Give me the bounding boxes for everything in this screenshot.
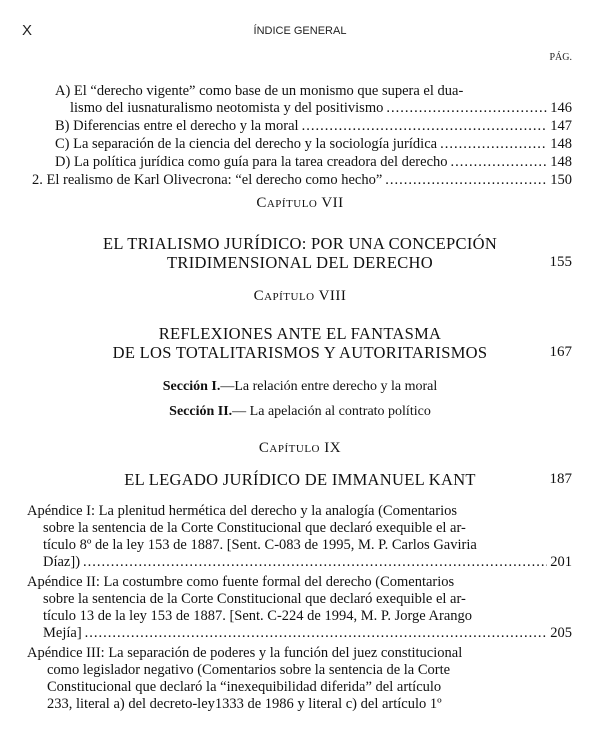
entry-text: 2. El realismo de Karl Olivecrona: “el derecho como hecho”	[32, 172, 383, 188]
appendix-text: Apéndice I: La plenitud hermética del derecho y la analogía (Comentarios	[27, 503, 457, 519]
appendix-text: sobre la sentencia de la Corte Constitucional que declaró exequible el ar-	[43, 520, 466, 536]
appendix-text: 233, literal a) del decreto-ley1333 de 1986 y literal c) del artículo 1º	[47, 696, 442, 712]
chapter-page: 187	[549, 471, 572, 487]
section-entry	[0, 379, 600, 395]
chapter-title: TRIDIMENSIONAL DEL DERECHO	[167, 253, 433, 272]
leader-dots	[385, 172, 547, 189]
chapter-label: Capítulo VIII	[253, 288, 347, 304]
chapter-title: REFLEXIONES ANTE EL FANTASMA	[158, 324, 442, 343]
entry-page: 146	[550, 100, 572, 116]
leader-dots	[83, 554, 547, 571]
leader-dots	[85, 625, 548, 642]
appendix-text: Díaz])	[43, 554, 81, 570]
section-entry	[0, 404, 600, 420]
entry-text: lismo del iusnaturalismo neotomista y del positivismo	[70, 100, 384, 116]
entry-text: B) Diferencias entre el derecho y la moral	[55, 118, 299, 134]
toc-entry	[0, 118, 572, 135]
leader-dots	[386, 100, 547, 117]
chapter-label: Capítulo VII	[256, 195, 344, 211]
entry-text: D) La política jurídica como guía para la tarea creadora del derecho	[55, 154, 448, 170]
chapter-title: EL TRIALISMO JURÍDICO: POR UNA CONCEPCIÓN	[102, 234, 498, 253]
appendix-text: sobre la sentencia de la Corte Constitucional que declaró exequible el ar-	[43, 591, 466, 607]
section-label: Sección II.	[169, 404, 233, 419]
section-text: — La apelación al contrato político	[232, 404, 431, 419]
running-header: ÍNDICE GENERAL	[253, 25, 347, 37]
chapter-title: DE LOS TOTALITARISMOS Y AUTORITARISMOS	[112, 343, 488, 362]
chapter-label: Capítulo IX	[258, 440, 342, 456]
entry-page: 148	[550, 136, 572, 152]
appendix-text: como legislador negativo (Comentarios sobre la sentencia de la Corte	[47, 662, 451, 678]
section-label: Sección I.	[162, 379, 221, 394]
entry-page: 148	[550, 154, 572, 170]
pag-label: PÁG.	[549, 52, 572, 63]
section-text: —La relación entre derecho y la moral	[220, 379, 438, 394]
appendix-text: Mejía]	[43, 625, 82, 641]
leader-dots	[440, 136, 547, 153]
chapter-title: EL LEGADO JURÍDICO DE IMMANUEL KANT	[124, 470, 476, 489]
chapter-page: 167	[549, 344, 572, 360]
toc-entry-2	[0, 172, 572, 189]
leader-dots	[302, 118, 548, 135]
appendix-page: 201	[550, 554, 572, 570]
page-number-roman: X	[22, 22, 33, 39]
entry-text: A) El “derecho vigente” como base de un monismo que supera el dua-	[55, 83, 464, 99]
entry-text: C) La separación de la ciencia del derecho y la sociología jurídica	[55, 136, 438, 152]
chapter-page: 155	[549, 254, 572, 270]
toc-entry	[0, 154, 572, 171]
leader-dots	[451, 154, 548, 171]
appendix-text: Constitucional que declaró la “inexequibilidad diferida” del artículo	[47, 679, 442, 695]
appendix-page: 205	[550, 625, 572, 641]
toc-entry	[0, 136, 572, 153]
appendix-text: tículo 13 de la ley 153 de 1887. [Sent. C-224 de 1994, M. P. Jorge Arango	[43, 608, 473, 624]
entry-page: 150	[550, 172, 572, 188]
appendix-text: Apéndice II: La costumbre como fuente formal del derecho (Comentarios	[27, 574, 455, 590]
appendix-text: tículo 8º de la ley 153 de 1887. [Sent. C-083 de 1995, M. P. Carlos Gaviria	[43, 537, 477, 553]
entry-page: 147	[550, 118, 572, 134]
appendix-text: Apéndice III: La separación de poderes y la función del juez constitucional	[27, 645, 463, 661]
